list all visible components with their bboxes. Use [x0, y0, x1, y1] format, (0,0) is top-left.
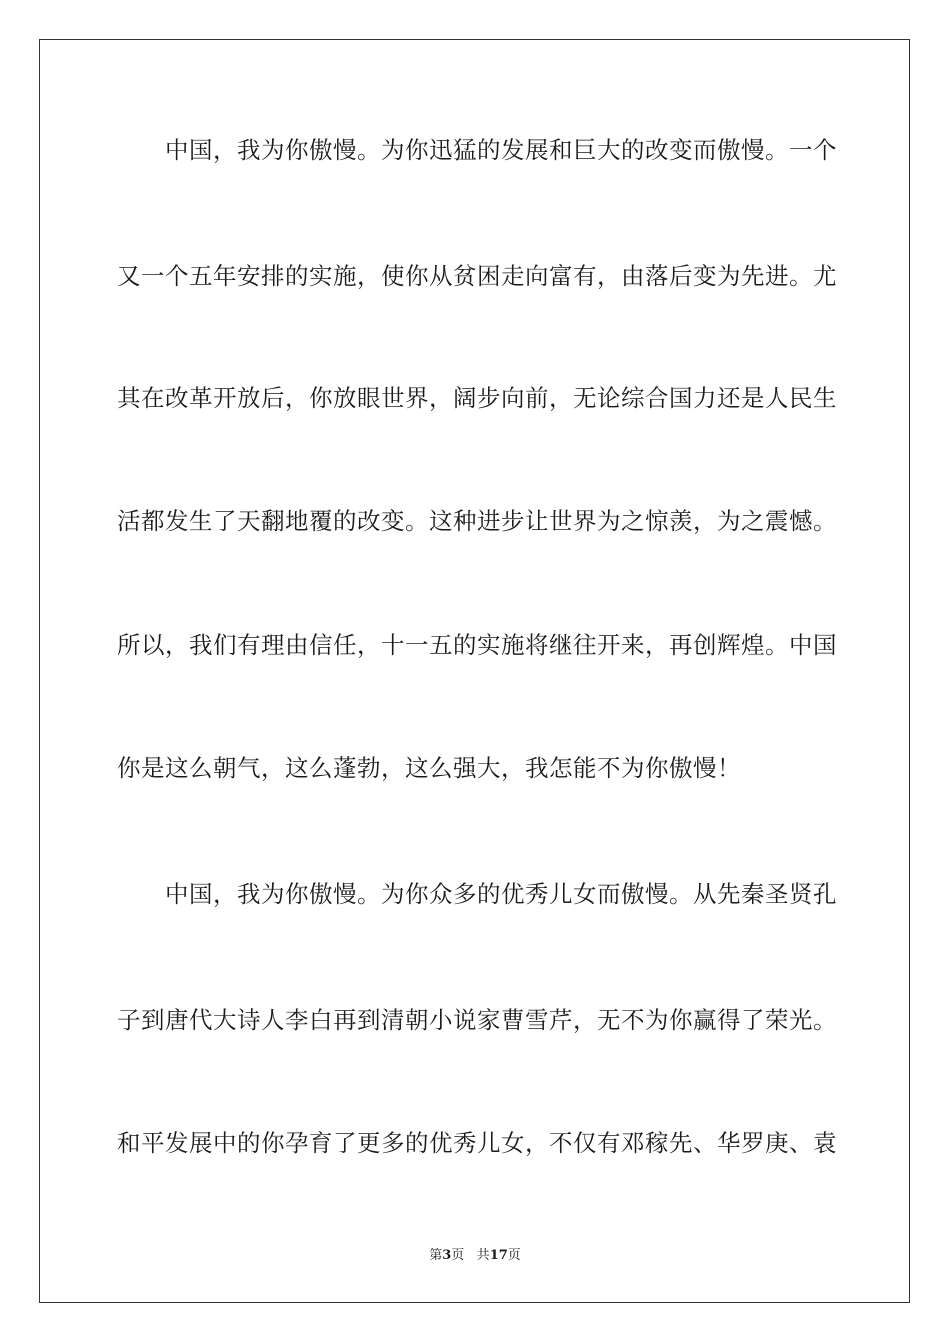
total-prefix: 共: [476, 1248, 490, 1263]
paragraph-2-line-3: 和平发展中的你孕育了更多的优秀儿女，不仅有邓稼先、华罗庚、袁: [117, 1129, 837, 1157]
total-pages: 17: [489, 1248, 508, 1263]
page-footer: [0, 1247, 950, 1265]
total-suffix: 页: [507, 1248, 521, 1263]
paragraph-1-line-3: 其在改革开放后，你放眼世界，阔步向前，无论综合国力还是人民生: [117, 384, 837, 412]
paragraph-1-line-6: 你是这么朝气，这么蓬勃，这么强大，我怎能不为你傲慢！: [117, 754, 741, 782]
paragraph-2-line-1: 中国，我为你傲慢。为你众多的优秀儿女而傲慢。从先秦圣贤孔: [165, 880, 837, 908]
page-suffix: 页: [451, 1248, 465, 1263]
page-border: [39, 39, 910, 1303]
page-prefix: 第: [429, 1248, 443, 1263]
paragraph-1-line-5: 所以，我们有理由信任，十一五的实施将继往开来，再创辉煌。中国: [117, 631, 837, 659]
paragraph-1-line-1: 中国，我为你傲慢。为你迅猛的发展和巨大的改变而傲慢。一个: [165, 136, 837, 164]
paragraph-1-line-4: 活都发生了天翻地覆的改变。这种进步让世界为之惊羡，为之震憾。: [117, 507, 837, 535]
paragraph-1-line-2: 又一个五年安排的实施，使你从贫困走向富有，由落后变为先进。尤: [117, 262, 837, 290]
page-number: 3: [442, 1248, 452, 1263]
paragraph-2-line-2: 子到唐代大诗人李白再到清朝小说家曹雪芹，无不为你赢得了荣光。: [117, 1006, 837, 1034]
